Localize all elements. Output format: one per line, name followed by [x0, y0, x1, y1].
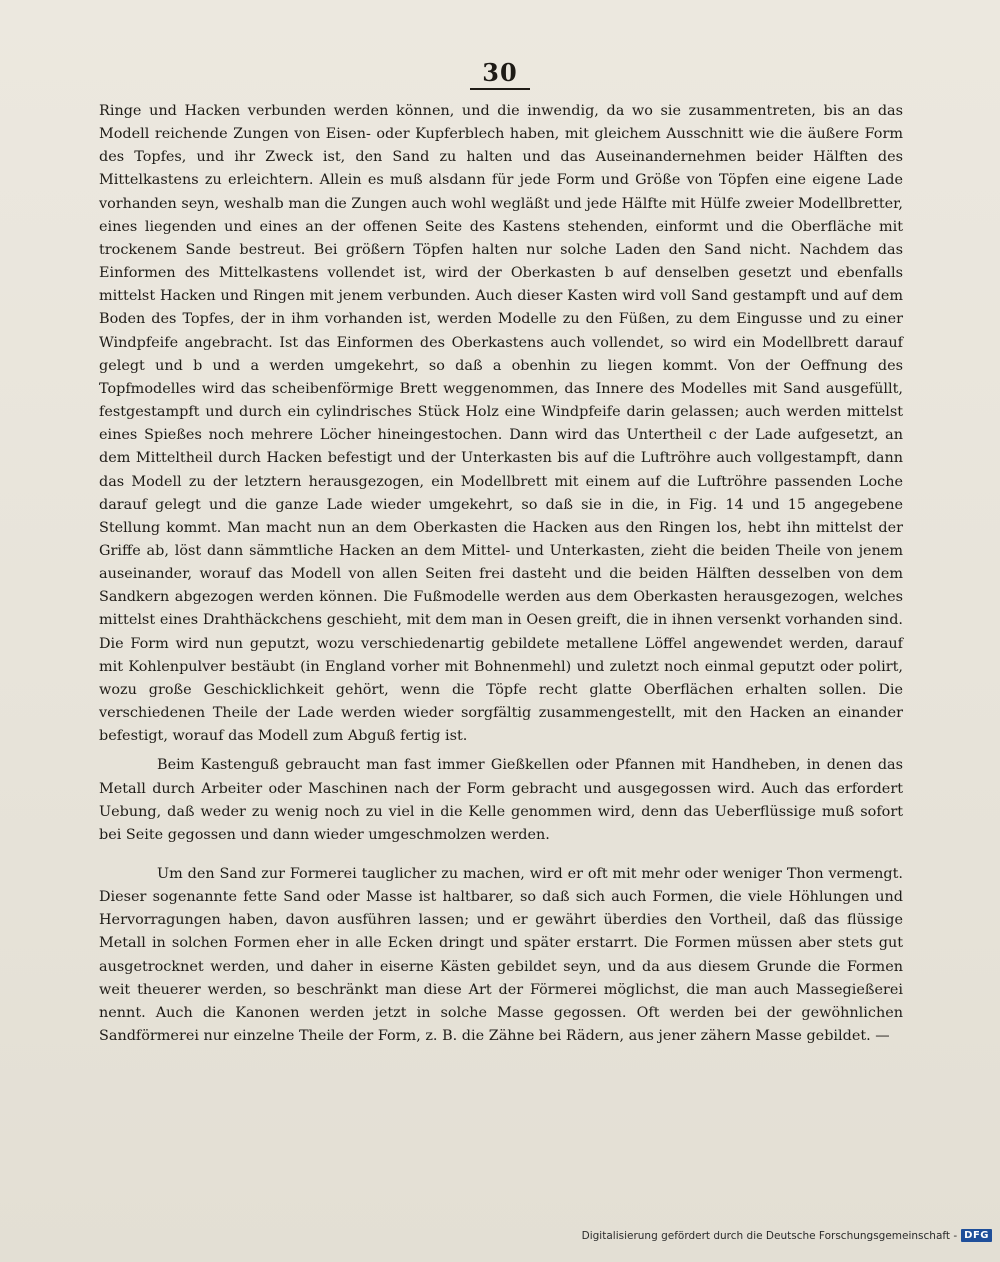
paragraph-kastenguss: Beim Kastenguß gebraucht man fast immer Gießkellen oder Pfannen mit Handheben, in denen das Metall durch Arbeiter oder Maschinen nach der Form gebracht und ausgegossen wird. Auch das erfordert Uebung, daß weder zu wenig noch zu viel in die Kelle genommen wird, denn das Ueberflüssige muß sofort bei Seite gegossen und dann wieder umgeschmolzen werden. [99, 757, 903, 843]
credit-text: Digitalisierung gefördert durch die Deutsche Forschungsgemeinschaft - [581, 1229, 958, 1242]
body-text [99, 100, 903, 1048]
paragraph-masse: Um den Sand zur Formerei tauglicher zu machen, wird er oft mit mehr oder weniger Thon vermengt. Dieser sogenannte fette Sand oder Masse ist haltbarer, so daß sich auch Formen, die viele Höhlungen und Hervorragungen haben, davon ausführen lassen; und er gewährt überdies den Vortheil, daß das flüssige Metall in solchen Formen eher in alle Ecken dringt und später erstarrt. Die Formen müssen aber stets gut ausgetrocknet werden, und daher in eiserne Kästen gebildet seyn, und da aus diesem Grunde die Formen weit theuerer werden, so beschränkt man diese Art der Förmerei möglichst, die man auch Massegießerei nennt. Auch die Kanonen werden jetzt in solche Masse gegossen. Oft werden bei der gewöhnlichen Sandförmerei nur einzelne Theile der Form, z. B. die Zähne bei Rädern, aus jener zähern Masse gebildet. — [99, 866, 903, 1045]
page-number-rule [470, 88, 530, 90]
page-number: 30 [482, 58, 518, 87]
paragraph-continued: Ringe und Hacken verbunden werden können, und die inwendig, da wo sie zusammentreten, bis an das Modell reichende Zungen von Eisen- oder Kupferblech haben, mit gleichem Ausschnitt wie die äußere Form des Topfes, und ihr Zweck ist, den Sand zu halten und das Auseinandernehmen beider Hälften des Mittelkastens zu erleichtern. Allein es muß alsdann für jede Form und Größe von Töpfen eine eigene Lade vorhanden seyn, weshalb man die Zungen auch wohl wegläßt und jede Hälfte mit Hülfe zweier Modellbretter, eines liegenden und eines an der offenen Seite des Kastens stehenden, einformt und die Oberfläche mit trockenem Sande bestreut. Bei größern Töpfen halten nur solche Laden den Sand nicht. Nachdem das Einformen des Mittelkastens vollendet ist, wird der Oberkasten b auf denselben gesetzt und ebenfalls mittelst Hacken und Ringen mit jenem verbunden. Auch dieser Kasten wird voll Sand gestampft und auf dem Boden des Topfes, der in ihm vorhanden ist, werden Modelle zu den Füßen, zu dem Eingusse und zu einer Windpfeife angebracht. Ist das Einformen des Oberkastens auch vollendet, so wird ein Modellbrett darauf gelegt und b und a werden umgekehrt, so daß a obenhin zu liegen kommt. Von der Oeffnung des Topfmodelles wird das scheibenförmige Brett weggenommen, das Innere des Modelles mit Sand ausgefüllt, festgestampft und durch ein cylindrisches Stück Holz eine Windpfeife darin gelassen; auch werden mittelst eines Spießes noch mehrere Löcher hineingestochen. Dann wird das Untertheil c der Lade aufgesetzt, an dem Mitteltheil durch Hacken befestigt und der Unterkasten bis auf die Luftröhre auch vollgestampft, dann das Modell zu der letztern herausgezogen, ein Modellbrett mit einem auf die Luftröhre passenden Loche darauf gelegt und die ganze Lade wieder umgekehrt, so daß sie in die, in Fig. 14 und 15 angegebene Stellung kommt. Man macht nun an dem Oberkasten die Hacken aus den Ringen los, hebt ihn mittelst der Griffe ab, löst dann sämmtliche Hacken an dem Mittel- und Unterkasten, zieht die beiden Theile von jenem auseinander, worauf das Modell von allen Seiten frei dasteht und die beiden Hälften desselben von dem Sandkern abgezogen werden können. Die Fußmodelle werden aus dem Oberkasten herausgezogen, welches mittelst eines Drahthäckchens geschieht, mit dem man in Oesen greift, die in ihnen versenkt vorhanden sind. Die Form wird nun geputzt, wozu verschiedenartig gebildete metallene Löffel angewendet werden, darauf mit Kohlenpulver bestäubt (in England vorher mit Bohnenmehl) und zuletzt noch einmal geputzt oder polirt, wozu große Geschicklichkeit gehört, wenn die Töpfe recht glatte Oberflächen erhalten sollen. Die verschiedenen Theile der Lade werden wieder sorgfältig zusammengestellt, mit den Hacken an einander befestigt, worauf das Modell zum Abguß fertig ist. [99, 103, 903, 745]
dfg-logo: DFG [961, 1229, 992, 1242]
digitization-credit [582, 1229, 992, 1242]
